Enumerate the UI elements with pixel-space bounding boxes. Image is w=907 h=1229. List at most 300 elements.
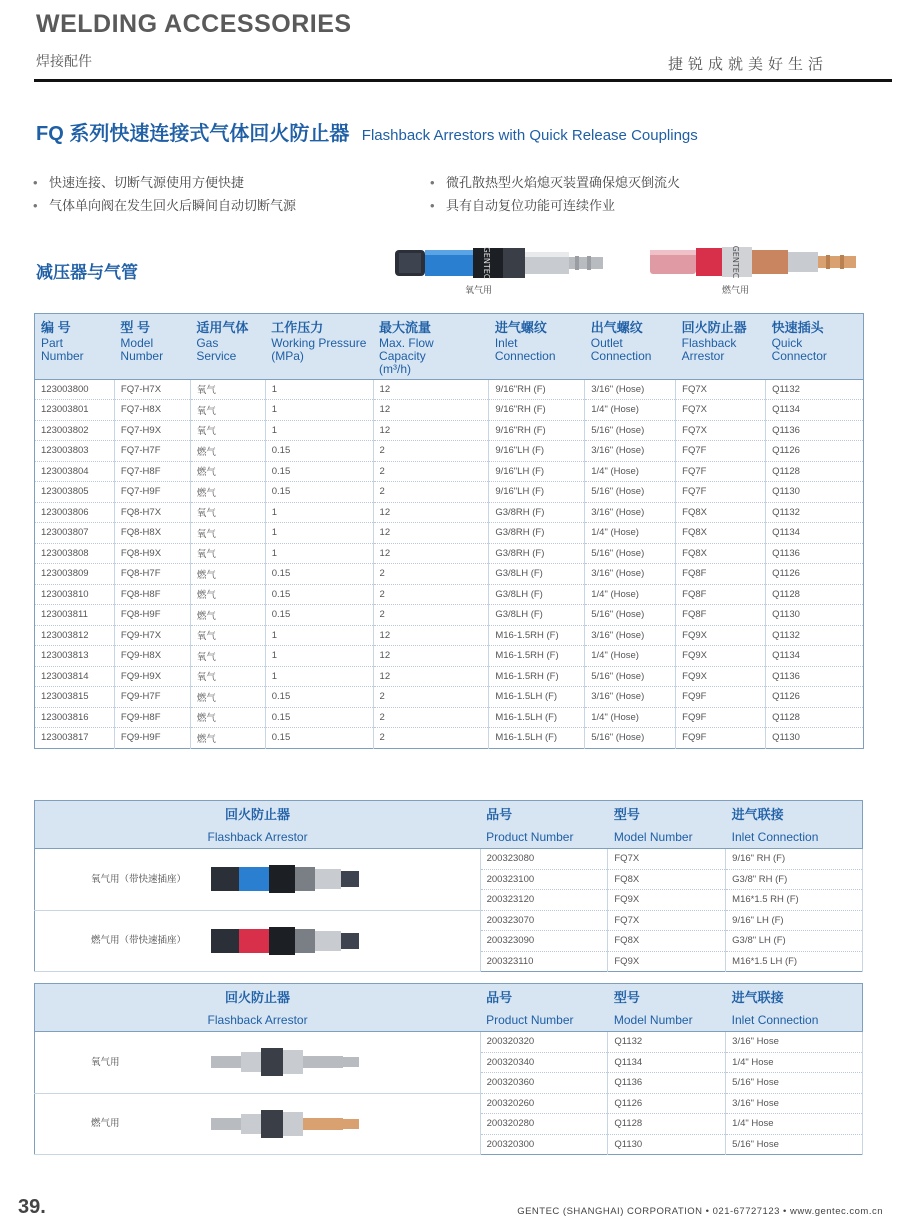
table-cell: 1 (265, 646, 373, 667)
table-cell: 12 (373, 400, 489, 421)
feature-list-right (430, 171, 680, 217)
table-row (35, 625, 864, 646)
table-cell: FQ9X (608, 951, 726, 972)
table-cell: 1/4" (Hose) (585, 584, 676, 605)
table-cell: FQ8X (676, 543, 766, 564)
group-label: 燃气用 (91, 1118, 120, 1130)
feature-item: • 快速连接、切断气源使用方便快捷 (33, 171, 296, 194)
table-cell: Q1136 (766, 420, 864, 441)
table-row (35, 523, 864, 544)
table-cell: 123003810 (35, 584, 115, 605)
col-header: 品号 (480, 801, 608, 826)
table-row (35, 1032, 863, 1053)
table-cell: FQ8X (608, 869, 726, 890)
table-cell: G3/8RH (F) (489, 543, 585, 564)
col-header (676, 337, 766, 380)
table-cell: 3/16" (Hose) (585, 687, 676, 708)
arrestor-body (35, 849, 863, 972)
group-cell (35, 1093, 481, 1155)
spec-body (35, 379, 864, 748)
table-cell: Q1130 (766, 605, 864, 626)
table-cell: 9/16"RH (F) (489, 420, 585, 441)
table-cell: 12 (373, 379, 489, 400)
arrestor-header-cn (35, 801, 863, 826)
table-cell: 12 (373, 646, 489, 667)
table-cell: 氧气 (190, 625, 265, 646)
table-cell: 3/16" (Hose) (585, 379, 676, 400)
table-cell: 1/4" (Hose) (585, 461, 676, 482)
table-cell: Q1132 (766, 502, 864, 523)
table-cell: 12 (373, 625, 489, 646)
table-cell: FQ7-H8F (114, 461, 190, 482)
connector-header-en (35, 1009, 863, 1032)
table-cell: 5/16" (Hose) (585, 728, 676, 749)
table-cell: M16-1.5RH (F) (489, 646, 585, 667)
feature-item: • 具有自动复位功能可连续作业 (430, 194, 680, 217)
table-row (35, 420, 864, 441)
table-cell: 氧气 (190, 502, 265, 523)
table-cell: 12 (373, 543, 489, 564)
table-cell: 123003816 (35, 707, 115, 728)
table-cell: FQ7-H7F (114, 441, 190, 462)
table-cell: FQ9-H8X (114, 646, 190, 667)
table-cell: Q1134 (766, 646, 864, 667)
table-cell: 燃气 (190, 707, 265, 728)
col-header: 快速插头 (766, 314, 864, 337)
group-label: 氧气用 (91, 1056, 120, 1068)
table-cell: G3/8RH (F) (489, 502, 585, 523)
bullet-icon: • (33, 175, 38, 190)
table-cell: FQ9X (608, 890, 726, 911)
table-cell: 1 (265, 379, 373, 400)
col-header-line: Model (120, 335, 154, 350)
table-cell: G3/8" LH (F) (726, 931, 863, 952)
table-cell: 1/4" (Hose) (585, 400, 676, 421)
col-header-line: Connector (771, 348, 827, 363)
table-cell: Q1134 (608, 1052, 726, 1073)
table-cell: 123003807 (35, 523, 115, 544)
fuel-arrestor-image (648, 242, 860, 282)
table-cell: 氧气 (190, 400, 265, 421)
table-cell: M16*1.5 LH (F) (726, 951, 863, 972)
group-cell (35, 910, 481, 972)
table-cell: 200320340 (480, 1052, 608, 1073)
arrestor-image (211, 921, 361, 961)
table-cell: 200323120 (480, 890, 608, 911)
table-cell: 3/16" (Hose) (585, 502, 676, 523)
col-header: 回火防止器 (35, 801, 481, 826)
spec-table (34, 313, 864, 749)
table-cell: 12 (373, 666, 489, 687)
table-cell: 12 (373, 420, 489, 441)
table-cell: Q1126 (608, 1093, 726, 1114)
table-row (35, 441, 864, 462)
fuel-caption: 燃气用 (722, 285, 750, 295)
col-header: 出气螺纹 (585, 314, 676, 337)
group-cell (35, 1032, 481, 1094)
table-cell: 200323090 (480, 931, 608, 952)
table-row (35, 687, 864, 708)
table-cell: 1 (265, 400, 373, 421)
col-header (766, 337, 864, 380)
section-title (36, 117, 698, 146)
table-cell: 123003811 (35, 605, 115, 626)
table-cell: FQ8F (676, 584, 766, 605)
col-header-line: (m³/h) (379, 361, 412, 376)
table-row (35, 400, 864, 421)
header-rule (34, 79, 892, 82)
table-cell: 氧气 (190, 543, 265, 564)
table-cell: 123003817 (35, 728, 115, 749)
section-title-cn: FQ 系列快速连接式气体回火防止器 (36, 123, 350, 145)
table-cell: 123003803 (35, 441, 115, 462)
table-cell: 200323080 (480, 849, 608, 870)
table-cell: 燃气 (190, 441, 265, 462)
col-header-line: (MPa) (271, 348, 304, 363)
col-header: 进气螺纹 (489, 314, 585, 337)
col-header: Inlet Connection (726, 1009, 863, 1032)
table-cell: 2 (373, 441, 489, 462)
table-cell: 9/16"RH (F) (489, 400, 585, 421)
table-cell: Q1132 (608, 1032, 726, 1053)
table-cell: FQ7X (676, 379, 766, 400)
col-header-line: Arrestor (681, 348, 725, 363)
col-header (373, 337, 489, 380)
table-cell: FQ9X (676, 625, 766, 646)
table-cell: FQ7X (608, 849, 726, 870)
table-cell: 燃气 (190, 605, 265, 626)
table-cell: 123003800 (35, 379, 115, 400)
table-cell: FQ8-H9F (114, 605, 190, 626)
col-header: Product Number (480, 1009, 608, 1032)
table-cell: 氧气 (190, 666, 265, 687)
col-header: Inlet Connection (726, 826, 863, 849)
table-cell: Q1126 (766, 441, 864, 462)
table-row (35, 605, 864, 626)
table-cell: FQ7F (676, 441, 766, 462)
table-cell: FQ7X (676, 400, 766, 421)
table-cell: FQ7-H9X (114, 420, 190, 441)
table-cell: 0.15 (265, 728, 373, 749)
table-cell: G3/8" RH (F) (726, 869, 863, 890)
table-cell: 2 (373, 482, 489, 503)
col-header-line: Working Pressure (271, 335, 367, 350)
col-header (265, 337, 373, 380)
col-header: 回火防止器 (676, 314, 766, 337)
table-cell: 2 (373, 605, 489, 626)
col-header: 品号 (480, 984, 608, 1009)
table-cell: Q1128 (766, 461, 864, 482)
table-cell: Q1128 (608, 1114, 726, 1135)
table-cell: 0.15 (265, 707, 373, 728)
table-cell: M16*1.5 RH (F) (726, 890, 863, 911)
table-cell: Q1136 (766, 666, 864, 687)
table-cell: Q1126 (766, 687, 864, 708)
table-cell: G3/8RH (F) (489, 523, 585, 544)
table-cell: FQ8X (676, 523, 766, 544)
table-cell: 1 (265, 523, 373, 544)
col-header (114, 337, 190, 380)
table-cell: FQ8-H7X (114, 502, 190, 523)
connector-table (34, 983, 863, 1155)
table-cell: 123003805 (35, 482, 115, 503)
table-cell: Q1132 (766, 625, 864, 646)
table-cell: 2 (373, 461, 489, 482)
table-cell: 9/16"LH (F) (489, 482, 585, 503)
table-row (35, 482, 864, 503)
table-cell: 123003812 (35, 625, 115, 646)
table-cell: 123003809 (35, 564, 115, 585)
table-cell: FQ8-H8F (114, 584, 190, 605)
page-subtitle: 焊接配件 (36, 53, 92, 69)
table-cell: 2 (373, 687, 489, 708)
table-cell: 2 (373, 707, 489, 728)
arrestor-table (34, 800, 863, 972)
table-cell: 123003804 (35, 461, 115, 482)
table-cell: Q1132 (766, 379, 864, 400)
table-row (35, 379, 864, 400)
table-cell: Q1126 (766, 564, 864, 585)
table-row (35, 707, 864, 728)
col-header: 编 号 (35, 314, 115, 337)
col-header-line: Connection (494, 348, 556, 363)
table-cell: FQ7F (676, 461, 766, 482)
spec-header-en (35, 337, 864, 380)
table-row (35, 461, 864, 482)
page-number: 39. (18, 1196, 46, 1218)
table-cell: 燃气 (190, 564, 265, 585)
group-label: 氧气用（带快速插座） (91, 873, 187, 885)
table-cell: 氧气 (190, 523, 265, 544)
table-cell: FQ9X (676, 666, 766, 687)
col-header: Flashback Arrestor (35, 1009, 481, 1032)
table-cell: M16-1.5RH (F) (489, 666, 585, 687)
table-cell: 1 (265, 625, 373, 646)
table-cell: 燃气 (190, 482, 265, 503)
brand-label: GENTEC (482, 246, 491, 280)
col-header-line: Quick (771, 335, 803, 350)
table-cell: 0.15 (265, 564, 373, 585)
table-cell: FQ9F (676, 728, 766, 749)
col-header: 型号 (608, 801, 726, 826)
table-cell: Q1134 (766, 400, 864, 421)
connector-header-cn (35, 984, 863, 1009)
table-cell: 2 (373, 728, 489, 749)
bullet-icon: • (430, 175, 435, 190)
table-cell: 1/4" Hose (726, 1114, 863, 1135)
table-cell: 氧气 (190, 379, 265, 400)
col-header: 进气联接 (726, 801, 863, 826)
table-cell: 12 (373, 502, 489, 523)
arrestor-image (211, 859, 361, 899)
table-cell: FQ9-H7F (114, 687, 190, 708)
col-header (190, 337, 265, 380)
table-cell: 5/16" (Hose) (585, 543, 676, 564)
footer-company: GENTEC (SHANGHAI) CORPORATION • 021-67727123 • www.gentec.com.cn (517, 1206, 883, 1217)
table-cell: FQ9X (676, 646, 766, 667)
table-cell: 3/16" (Hose) (585, 564, 676, 585)
table-cell: 0.15 (265, 687, 373, 708)
table-cell: 燃气 (190, 728, 265, 749)
table-cell: FQ8X (676, 502, 766, 523)
connector-image (211, 1104, 361, 1144)
table-cell: 氧气 (190, 420, 265, 441)
bullet-icon: • (430, 198, 435, 213)
group-label: 燃气用（带快速插座） (91, 935, 187, 947)
table-cell: 5/16" (Hose) (585, 605, 676, 626)
table-cell: FQ9-H7X (114, 625, 190, 646)
col-header-line: Number (120, 348, 164, 363)
table-cell: FQ7-H9F (114, 482, 190, 503)
table-cell: 9/16" RH (F) (726, 849, 863, 870)
table-cell: FQ7-H8X (114, 400, 190, 421)
table-cell: Q1136 (608, 1073, 726, 1094)
table-row (35, 564, 864, 585)
page-title: WELDING ACCESSORIES (36, 10, 352, 38)
table-cell: FQ7X (608, 910, 726, 931)
table-cell: 200323070 (480, 910, 608, 931)
table-cell: 9/16"RH (F) (489, 379, 585, 400)
table-cell: 1 (265, 543, 373, 564)
col-header (489, 337, 585, 380)
table-cell: Q1128 (766, 584, 864, 605)
table-cell: Q1130 (766, 482, 864, 503)
table-cell: 5/16" (Hose) (585, 666, 676, 687)
table-cell: FQ7F (676, 482, 766, 503)
table-cell: M16-1.5LH (F) (489, 687, 585, 708)
table-cell: 0.15 (265, 441, 373, 462)
col-header-line: Gas (196, 335, 219, 350)
table-cell: 5/16" (Hose) (585, 420, 676, 441)
table-cell: 0.15 (265, 605, 373, 626)
table-cell: 燃气 (190, 584, 265, 605)
table-cell: 1 (265, 666, 373, 687)
table-cell: 123003806 (35, 502, 115, 523)
table-cell: 123003802 (35, 420, 115, 441)
table-cell: 200323110 (480, 951, 608, 972)
bullet-icon: • (33, 198, 38, 213)
col-header: 最大流量 (373, 314, 489, 337)
table-cell: 2 (373, 584, 489, 605)
oxygen-caption: 氧气用 (465, 285, 493, 295)
table-cell: FQ9-H8F (114, 707, 190, 728)
table-cell: FQ8-H9X (114, 543, 190, 564)
table-row (35, 1093, 863, 1114)
table-cell: 200320360 (480, 1073, 608, 1094)
table-cell: 123003815 (35, 687, 115, 708)
table-cell: 200320300 (480, 1134, 608, 1155)
table-cell: 123003813 (35, 646, 115, 667)
table-cell: 200323100 (480, 869, 608, 890)
table-cell: 123003814 (35, 666, 115, 687)
table-row (35, 543, 864, 564)
table-cell: G3/8LH (F) (489, 564, 585, 585)
col-header-line: Connection (590, 348, 652, 363)
table-cell: 5/16" (Hose) (585, 482, 676, 503)
table-cell: 9/16"LH (F) (489, 461, 585, 482)
table-cell: 5/16" Hose (726, 1073, 863, 1094)
table-cell: FQ9-H9X (114, 666, 190, 687)
table-cell: G3/8LH (F) (489, 584, 585, 605)
table-cell: FQ8X (608, 931, 726, 952)
table-cell: 燃气 (190, 687, 265, 708)
table-cell: Q1130 (608, 1134, 726, 1155)
subheading: 减压器与气管 (36, 263, 138, 282)
col-header-line: Part (41, 335, 64, 350)
table-cell: 200320260 (480, 1093, 608, 1114)
oxygen-arrestor-image (393, 242, 608, 284)
section-title-en: Flashback Arrestors with Quick Release Couplings (361, 127, 698, 144)
table-row (35, 728, 864, 749)
col-header: 型号 (608, 984, 726, 1009)
table-row (35, 584, 864, 605)
table-cell: 9/16" LH (F) (726, 910, 863, 931)
feature-item: • 气体单向阀在发生回火后瞬间自动切断气源 (33, 194, 296, 217)
arrestor-header-en (35, 826, 863, 849)
table-cell: 200320280 (480, 1114, 608, 1135)
col-header: Model Number (608, 826, 726, 849)
col-header-line: Service (196, 348, 237, 363)
table-cell: FQ9F (676, 707, 766, 728)
table-cell: 12 (373, 523, 489, 544)
table-cell: FQ7-H7X (114, 379, 190, 400)
table-row (35, 666, 864, 687)
col-header: 型 号 (114, 314, 190, 337)
col-header-line: Inlet (494, 335, 518, 350)
table-cell: 0.15 (265, 584, 373, 605)
table-cell: 1/4" Hose (726, 1052, 863, 1073)
feature-list-left (33, 171, 296, 217)
table-cell: 3/16" (Hose) (585, 625, 676, 646)
slogan: 捷锐成就美好生活 (667, 56, 828, 73)
col-header-line: Max. Flow Capacity (379, 335, 434, 363)
table-cell: 0.15 (265, 482, 373, 503)
table-cell: G3/8LH (F) (489, 605, 585, 626)
col-header (585, 337, 676, 380)
table-cell: 1 (265, 420, 373, 441)
table-row (35, 849, 863, 870)
table-cell: FQ9-H9F (114, 728, 190, 749)
spec-header-cn (35, 314, 864, 337)
feature-item: • 微孔散热型火焰熄灭装置确保熄灭倒流火 (430, 171, 680, 194)
table-cell: 3/16" Hose (726, 1032, 863, 1053)
table-cell: 0.15 (265, 461, 373, 482)
table-cell: 2 (373, 564, 489, 585)
col-header: 进气联接 (726, 984, 863, 1009)
table-cell: 123003801 (35, 400, 115, 421)
table-cell: Q1134 (766, 523, 864, 544)
table-cell: 200320320 (480, 1032, 608, 1053)
table-cell: 1 (265, 502, 373, 523)
table-cell: FQ8-H8X (114, 523, 190, 544)
col-header-line: Number (41, 348, 84, 363)
table-cell: FQ8F (676, 564, 766, 585)
table-row (35, 910, 863, 931)
group-cell (35, 849, 481, 911)
col-header: 适用气体 (190, 314, 265, 337)
table-cell: 9/16"LH (F) (489, 441, 585, 462)
table-cell: M16-1.5RH (F) (489, 625, 585, 646)
table-cell: 123003808 (35, 543, 115, 564)
table-cell: FQ7X (676, 420, 766, 441)
table-row (35, 502, 864, 523)
table-cell: 1/4" (Hose) (585, 523, 676, 544)
col-header: Flashback Arrestor (35, 826, 481, 849)
table-cell: Q1128 (766, 707, 864, 728)
col-header: 回火防止器 (35, 984, 481, 1009)
table-cell: M16-1.5LH (F) (489, 707, 585, 728)
col-header: Model Number (608, 1009, 726, 1032)
